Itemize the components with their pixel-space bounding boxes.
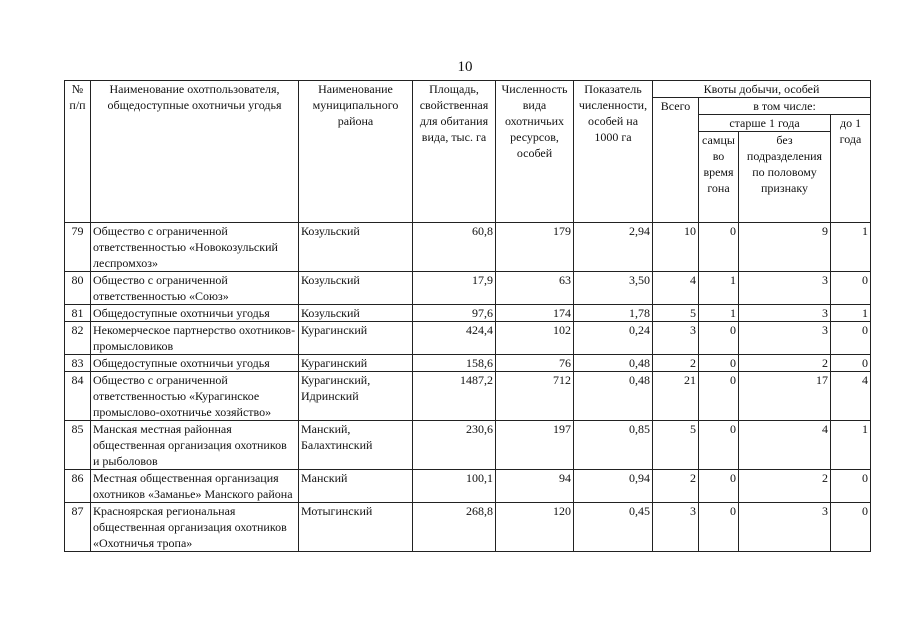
cell-nosex: 3: [739, 322, 831, 355]
cell-num: 83: [65, 355, 91, 372]
cell-num: 85: [65, 421, 91, 470]
cell-density: 2,94: [574, 223, 653, 272]
cell-density: 1,78: [574, 305, 653, 322]
header-nosex: без подразделения по половому признаку: [739, 132, 831, 223]
cell-under1: 1: [831, 421, 871, 470]
cell-count: 712: [496, 372, 574, 421]
cell-under1: 4: [831, 372, 871, 421]
cell-density: 0,94: [574, 470, 653, 503]
cell-area: 97,6: [413, 305, 496, 322]
cell-density: 0,48: [574, 355, 653, 372]
cell-user-name: Общество с ограниченной ответственностью «Новокозульский леспромхоз»: [91, 223, 299, 272]
cell-nosex: 3: [739, 305, 831, 322]
cell-total: 5: [653, 305, 699, 322]
cell-total: 21: [653, 372, 699, 421]
cell-district: Мотыгинский: [299, 503, 413, 552]
header-district: Наименование муниципального района: [299, 81, 413, 223]
cell-males: 0: [699, 372, 739, 421]
cell-nosex: 9: [739, 223, 831, 272]
cell-num: 86: [65, 470, 91, 503]
header-older1: старше 1 года: [699, 115, 831, 132]
cell-nosex: 3: [739, 272, 831, 305]
cell-num: 84: [65, 372, 91, 421]
cell-total: 3: [653, 503, 699, 552]
cell-males: 0: [699, 322, 739, 355]
cell-males: 0: [699, 355, 739, 372]
cell-total: 4: [653, 272, 699, 305]
cell-nosex: 2: [739, 470, 831, 503]
cell-user-name: Местная общественная организация охотников «Заманье» Манского района: [91, 470, 299, 503]
cell-user-name: Общество с ограниченной ответственностью «Курагинское промыслово-охотничье хозяйство»: [91, 372, 299, 421]
cell-under1: 0: [831, 503, 871, 552]
cell-males: 0: [699, 421, 739, 470]
cell-total: 5: [653, 421, 699, 470]
cell-density: 0,48: [574, 372, 653, 421]
cell-count: 63: [496, 272, 574, 305]
cell-area: 60,8: [413, 223, 496, 272]
cell-nosex: 4: [739, 421, 831, 470]
cell-males: 1: [699, 305, 739, 322]
cell-density: 0,24: [574, 322, 653, 355]
cell-num: 82: [65, 322, 91, 355]
page-number: 10: [457, 59, 473, 75]
table-row: [65, 322, 871, 355]
cell-area: 17,9: [413, 272, 496, 305]
quota-table: [64, 80, 871, 552]
cell-user-name: Манская местная районная общественная организация охотников и рыболовов: [91, 421, 299, 470]
cell-district: Козульский: [299, 223, 413, 272]
cell-user-name: Некомерческое партнерство охотников-промысловиков: [91, 322, 299, 355]
table-row: [65, 470, 871, 503]
cell-district: Манский, Балахтинский: [299, 421, 413, 470]
cell-total: 2: [653, 355, 699, 372]
header-including: в том числе:: [699, 98, 871, 115]
cell-count: 94: [496, 470, 574, 503]
cell-district: Манский: [299, 470, 413, 503]
cell-nosex: 17: [739, 372, 831, 421]
header-num: № п/п: [65, 81, 91, 223]
cell-under1: 0: [831, 322, 871, 355]
cell-count: 102: [496, 322, 574, 355]
cell-area: 424,4: [413, 322, 496, 355]
cell-district: Курагинский: [299, 355, 413, 372]
cell-count: 179: [496, 223, 574, 272]
cell-count: 120: [496, 503, 574, 552]
cell-count: 76: [496, 355, 574, 372]
cell-area: 268,8: [413, 503, 496, 552]
cell-num: 80: [65, 272, 91, 305]
header-count: Численность вида охотничьих ресурсов, особей: [496, 81, 574, 223]
cell-count: 197: [496, 421, 574, 470]
header-density: Показатель численности, особей на 1000 га: [574, 81, 653, 223]
cell-under1: 1: [831, 223, 871, 272]
cell-males: 0: [699, 503, 739, 552]
header-quota: Квоты добычи, особей: [653, 81, 871, 98]
cell-num: 81: [65, 305, 91, 322]
table-row: [65, 355, 871, 372]
table-row: [65, 421, 871, 470]
cell-user-name: Красноярская региональная общественная организация охотников «Охотничья тропа»: [91, 503, 299, 552]
cell-nosex: 3: [739, 503, 831, 552]
cell-district: Козульский: [299, 305, 413, 322]
cell-user-name: Общедоступные охотничьи угодья: [91, 305, 299, 322]
cell-district: Курагинский: [299, 322, 413, 355]
table-row: [65, 223, 871, 272]
cell-under1: 0: [831, 470, 871, 503]
cell-males: 0: [699, 223, 739, 272]
cell-district: Курагинский, Идринский: [299, 372, 413, 421]
cell-males: 1: [699, 272, 739, 305]
cell-area: 230,6: [413, 421, 496, 470]
cell-area: 158,6: [413, 355, 496, 372]
cell-district: Козульский: [299, 272, 413, 305]
cell-user-name: Общедоступные охотничьи угодья: [91, 355, 299, 372]
cell-total: 2: [653, 470, 699, 503]
cell-num: 87: [65, 503, 91, 552]
cell-area: 100,1: [413, 470, 496, 503]
cell-count: 174: [496, 305, 574, 322]
header-area: Площадь, свойственная для обитания вида, тыс. га: [413, 81, 496, 223]
cell-total: 10: [653, 223, 699, 272]
cell-under1: 0: [831, 355, 871, 372]
cell-total: 3: [653, 322, 699, 355]
cell-density: 0,85: [574, 421, 653, 470]
table-row: [65, 272, 871, 305]
cell-density: 0,45: [574, 503, 653, 552]
cell-num: 79: [65, 223, 91, 272]
header-total: Всего: [653, 98, 699, 223]
cell-user-name: Общество с ограниченной ответственностью «Союз»: [91, 272, 299, 305]
table-row: [65, 372, 871, 421]
cell-males: 0: [699, 470, 739, 503]
header-user: Наименование охотпользователя, общедоступные охотничьи угодья: [91, 81, 299, 223]
header-males: самцы во время гона: [699, 132, 739, 223]
cell-under1: 1: [831, 305, 871, 322]
cell-area: 1487,2: [413, 372, 496, 421]
table-body: [65, 223, 871, 552]
table-header: [65, 81, 871, 223]
cell-nosex: 2: [739, 355, 831, 372]
table-row: [65, 305, 871, 322]
header-under1: до 1 года: [831, 115, 871, 223]
table-row: [65, 503, 871, 552]
cell-density: 3,50: [574, 272, 653, 305]
cell-under1: 0: [831, 272, 871, 305]
